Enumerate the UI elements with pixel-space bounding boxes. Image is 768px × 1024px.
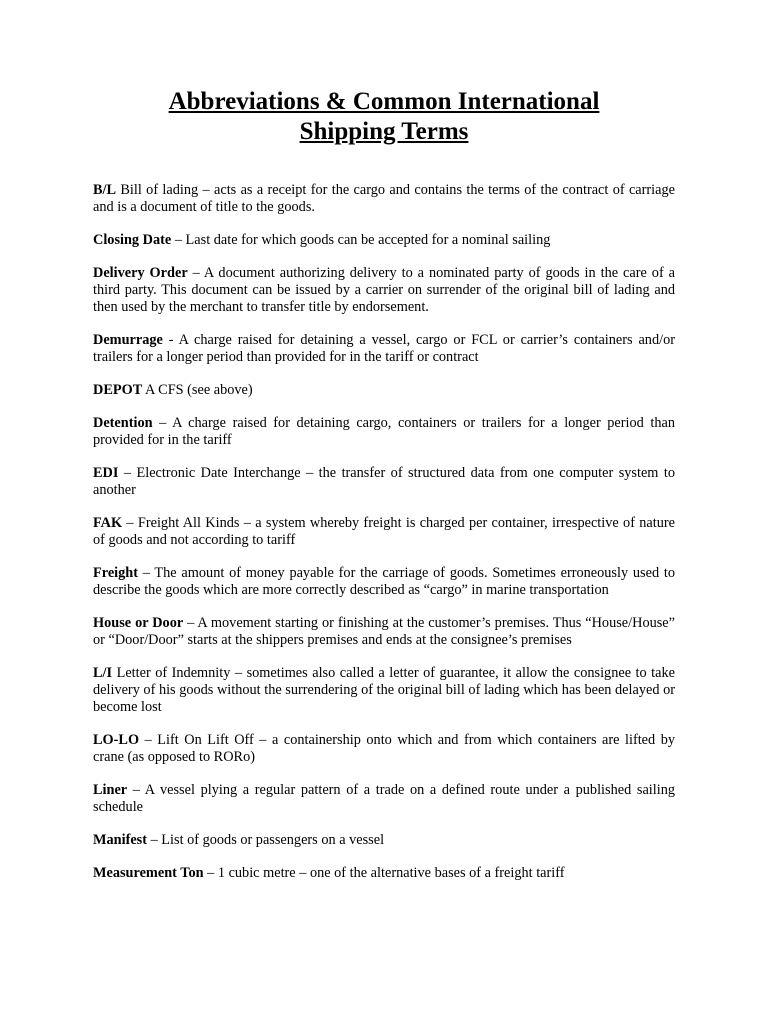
term-definition: Bill of lading – acts as a receipt for the cargo and contains the terms of the contract of carriage and is a document of title to the goods. [93,182,675,215]
term-entry [93,732,675,766]
term-entry [93,415,675,449]
term-name: DEPOT [93,382,143,398]
term-entry [93,565,675,599]
term-entry [93,382,675,399]
term-entry [93,232,675,249]
page-title [93,87,675,147]
term-entry [93,865,675,882]
term-definition: – Electronic Date Interchange – the transfer of structured data from one computer system to another [93,465,675,498]
term-name: Liner [93,782,128,798]
title-line-2: Shipping Terms [299,118,469,145]
term-entry [93,515,675,549]
term-definition: – A movement starting or finishing at the customer’s premises. Thus “House/House” or “Door/Door” starts at the shippers premises and ends at the consignee’s premises [93,615,675,648]
term-definition: Letter of Indemnity – sometimes also called a letter of guarantee, it allow the consignee to take delivery of his goods without the surrendering of the original bill of lading which has been delayed or become lost [93,665,675,715]
term-name: L/I [93,665,113,681]
term-name: FAK [93,515,123,531]
term-name: Demurrage [93,332,163,348]
term-name: Measurement Ton [93,865,204,881]
term-name: Manifest [93,832,147,848]
term-definition: – A vessel plying a regular pattern of a trade on a defined route under a published sailing schedule [93,782,675,815]
term-definition: – 1 cubic metre – one of the alternative bases of a freight tariff [203,865,565,881]
term-entry [93,832,675,849]
term-definition: – Freight All Kinds – a system whereby freight is charged per container, irrespective of nature of goods and not according to tariff [93,515,675,548]
terms-list [93,182,675,898]
term-name: Delivery Order [93,265,188,281]
term-name: House or Door [93,615,184,631]
term-definition: – Last date for which goods can be accepted for a nominal sailing [171,232,551,248]
term-name: EDI [93,465,119,481]
term-definition: – The amount of money payable for the carriage of goods. Sometimes erroneously used to describe the goods which are more correctly described as “cargo” in marine transportation [93,565,675,598]
term-definition: – List of goods or passengers on a vessel [147,832,385,848]
term-definition: – A document authorizing delivery to a nominated party of goods in the care of a third party. This document can be issued by a carrier on surrender of the original bill of lading and then used by the merchant to transfer title by endorsement. [93,265,675,315]
term-name: B/L [93,182,117,198]
term-entry [93,665,675,716]
term-name: Closing Date [93,232,172,248]
title-line-1: Abbreviations & Common International [168,88,600,115]
term-name: Detention [93,415,153,431]
term-entry [93,265,675,316]
term-entry [93,615,675,649]
term-definition: – Lift On Lift Off – a containership onto which and from which containers are lifted by crane (as opposed to RORo) [93,732,675,765]
term-entry [93,332,675,366]
term-name: Freight [93,565,138,581]
term-definition: A CFS (see above) [142,382,253,398]
term-name: LO-LO [93,732,140,748]
term-entry [93,782,675,816]
term-entry [93,465,675,499]
term-entry [93,182,675,216]
term-definition: – A charge raised for detaining cargo, containers or trailers for a longer period than provided for in the tariff [93,415,675,448]
term-definition: - A charge raised for detaining a vessel, cargo or FCL or carrier’s containers and/or trailers for a longer period than provided for in the tariff or contract [93,332,675,365]
